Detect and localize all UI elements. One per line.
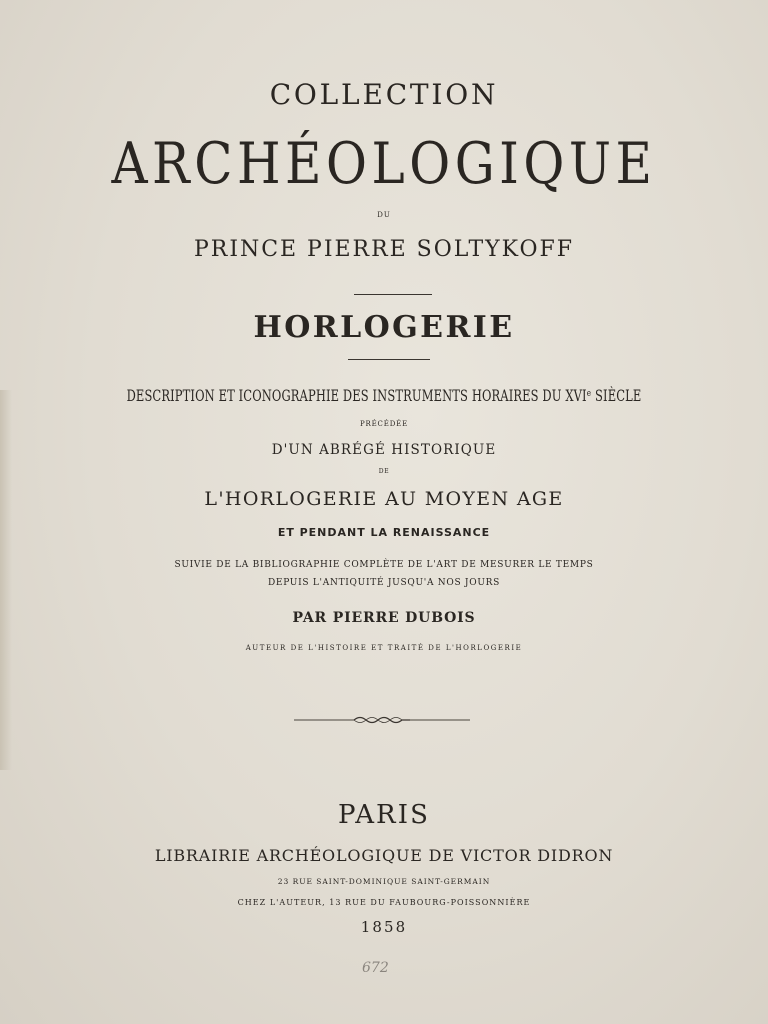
precedee-label: PRÉCÉDÉE <box>359 420 409 428</box>
renaissance-line: ET PENDANT LA RENAISSANCE <box>277 526 491 539</box>
title-rule-bottom <box>348 359 430 360</box>
address-line-1: 23 RUE SAINT-DOMINIQUE SAINT-GERMAIN <box>277 877 491 886</box>
publisher-line: LIBRAIRIE ARCHÉOLOGIQUE DE VICTOR DIDRON <box>154 846 614 865</box>
depuis-line: DEPUIS L'ANTIQUITÉ JUSQU'A NOS JOURS <box>267 578 501 588</box>
title-rule-top <box>354 294 432 295</box>
collection-heading: COLLECTION <box>269 78 499 111</box>
subject-title: HORLOGERIE <box>253 310 515 345</box>
description-line: DESCRIPTION ET ICONOGRAPHIE DES INSTRUMENTS HORAIRES DU XVIᵉ SIÈCLE <box>126 386 642 405</box>
ornament-divider <box>290 712 474 728</box>
bibliographie-line: SUIVIE DE LA BIBLIOGRAPHIE COMPLÈTE DE L'ART DE MESURER LE TEMPS <box>174 560 594 570</box>
address-line-2: CHEZ L'AUTEUR, 13 RUE DU FAUBOURG-POISSONNIÈRE <box>237 898 531 907</box>
abrege-line: D'UN ABRÉGÉ HISTORIQUE <box>271 442 497 458</box>
du-label: DU <box>377 211 391 219</box>
de-label: DE <box>378 468 390 475</box>
author-line: PAR PIERRE DUBOIS <box>292 610 476 626</box>
handwritten-pencil-mark: 672 <box>362 960 389 976</box>
author-credentials: AUTEUR DE L'HISTOIRE ET TRAITÉ DE L'HORLOGERIE <box>245 644 523 652</box>
moyen-age-line: L'HORLOGERIE AU MOYEN AGE <box>204 488 564 510</box>
main-title: ARCHÉOLOGIQUE <box>111 130 657 197</box>
year: 1858 <box>360 918 408 936</box>
city: PARIS <box>338 800 430 830</box>
prince-name: PRINCE PIERRE SOLTYKOFF <box>194 237 574 262</box>
